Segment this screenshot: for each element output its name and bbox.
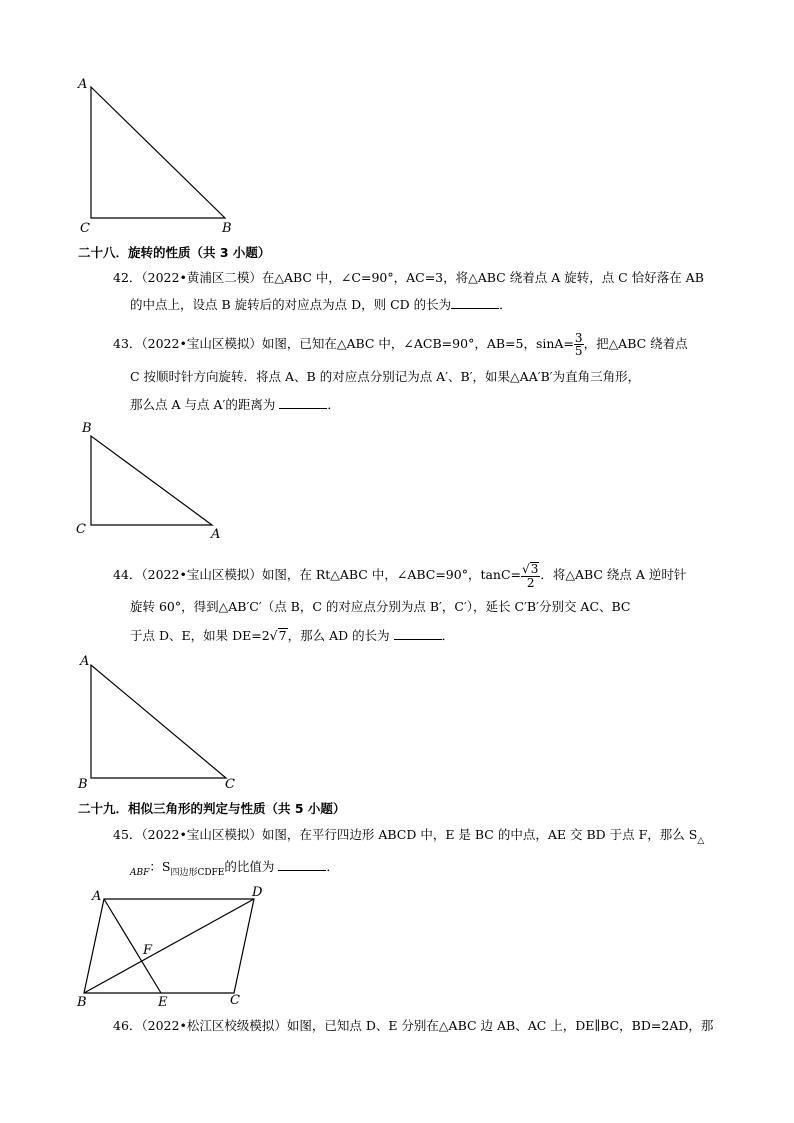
vertex-label-b: B (78, 777, 88, 792)
vertex-label-c: C (80, 221, 90, 236)
q44-frac-den: 2 (526, 576, 535, 590)
q43-frac-den: 5 (574, 344, 583, 358)
q42-text: 的中点上，设点 B 旋转后的对应点为点 D，则 CD 的长为 (130, 297, 452, 312)
q45-triangle-sub: △ (697, 836, 705, 846)
q44-sqrt: 7 (278, 628, 287, 643)
q43-text-c: 那么点 A 与点 A′的距离为 (130, 397, 276, 412)
q42-line-1: 42．（2022•黄浦区二模）在△ABC 中，∠C=90°，AC=3，将△ABC 绕着点 A 旋转，点 C 恰好落在 AB (113, 270, 704, 285)
q45-period: ． (326, 859, 339, 874)
q44-frac-num: √3 (522, 562, 539, 576)
q43-text-a: 43．（2022•宝山区模拟）如图，已知在△ABC 中，∠ACB=90°，AB=5，sinA= (113, 336, 574, 351)
q44-text-d: ，那么 AD 的长为 (287, 628, 390, 643)
q44-text-b: ．将△ABC 绕点 A 逆时针 (540, 567, 687, 582)
vertex-label-f: F (143, 943, 153, 958)
section-heading-28: 二十八．旋转的性质（共 3 小题） (78, 245, 271, 260)
q44-text-c: 于点 D、E，如果 DE=2 (130, 628, 270, 643)
q45-text-c: 的比值为 (224, 859, 275, 874)
segment-bd (84, 899, 254, 993)
vertex-label-a: A (211, 527, 221, 542)
vertex-label-a: A (92, 889, 102, 904)
vertex-label-b: B (82, 421, 92, 436)
q43-text-b: ，把△ABC 绕着点 (583, 336, 688, 351)
q42-period: ． (499, 297, 512, 312)
section-heading-29: 二十九．相似三角形的判定与性质（共 5 小题） (78, 801, 346, 816)
q44-period: ． (441, 628, 455, 643)
vertex-label-e: E (158, 995, 168, 1010)
vertex-label-a: A (80, 654, 90, 669)
q44-text-a: 44．（2022•宝山区模拟）如图，在 Rt△ABC 中，∠ABC=90°，tanC= (113, 567, 522, 582)
q45-sub-abf: ABF (130, 868, 150, 878)
q46-line-1: 46．（2022•松江区校级模拟）如图，已知点 D、E 分别在△ABC 边 AB、AC 上，DE∥BC，BD=2AD，那 (113, 1018, 714, 1033)
q44-frac-sqrt: 3 (530, 562, 539, 576)
q43-frac-num: 3 (574, 331, 583, 345)
q45-text-a: 45．（2022•宝山区模拟）如图，在平行四边形 ABCD 中，E 是 BC 的中点，AE 交 BD 于点 F，那么 S (113, 827, 698, 842)
vertex-label-b: B (222, 221, 232, 236)
vertex-label-c: C (225, 777, 235, 792)
q45-text-b: ：S (149, 859, 171, 874)
q45-sub-cdfe: 四边形CDFE (170, 868, 225, 878)
vertex-label-c: C (76, 522, 86, 537)
vertex-label-a: A (78, 77, 88, 92)
vertex-label-b: B (77, 995, 87, 1010)
q44-line-3: 于点 D、E，如果 DE=2√7，那么 AD 的长为 ． (130, 628, 455, 643)
vertex-label-d: D (252, 885, 263, 900)
vertex-label-c: C (230, 993, 240, 1008)
q43-period: ． (327, 397, 340, 412)
segment-ae (104, 899, 161, 993)
q44-line-2: 旋转 60°，得到△AB′C′（点 B，C 的对应点分别为点 B′，C′），延长 C′B′分别交 AC、BC (130, 599, 631, 614)
q43-line-2: C 按顺时针方向旋转．将点 A、B 的对应点分别记为点 A′、B′，如果△AA′B′为直角三角形， (130, 369, 641, 384)
